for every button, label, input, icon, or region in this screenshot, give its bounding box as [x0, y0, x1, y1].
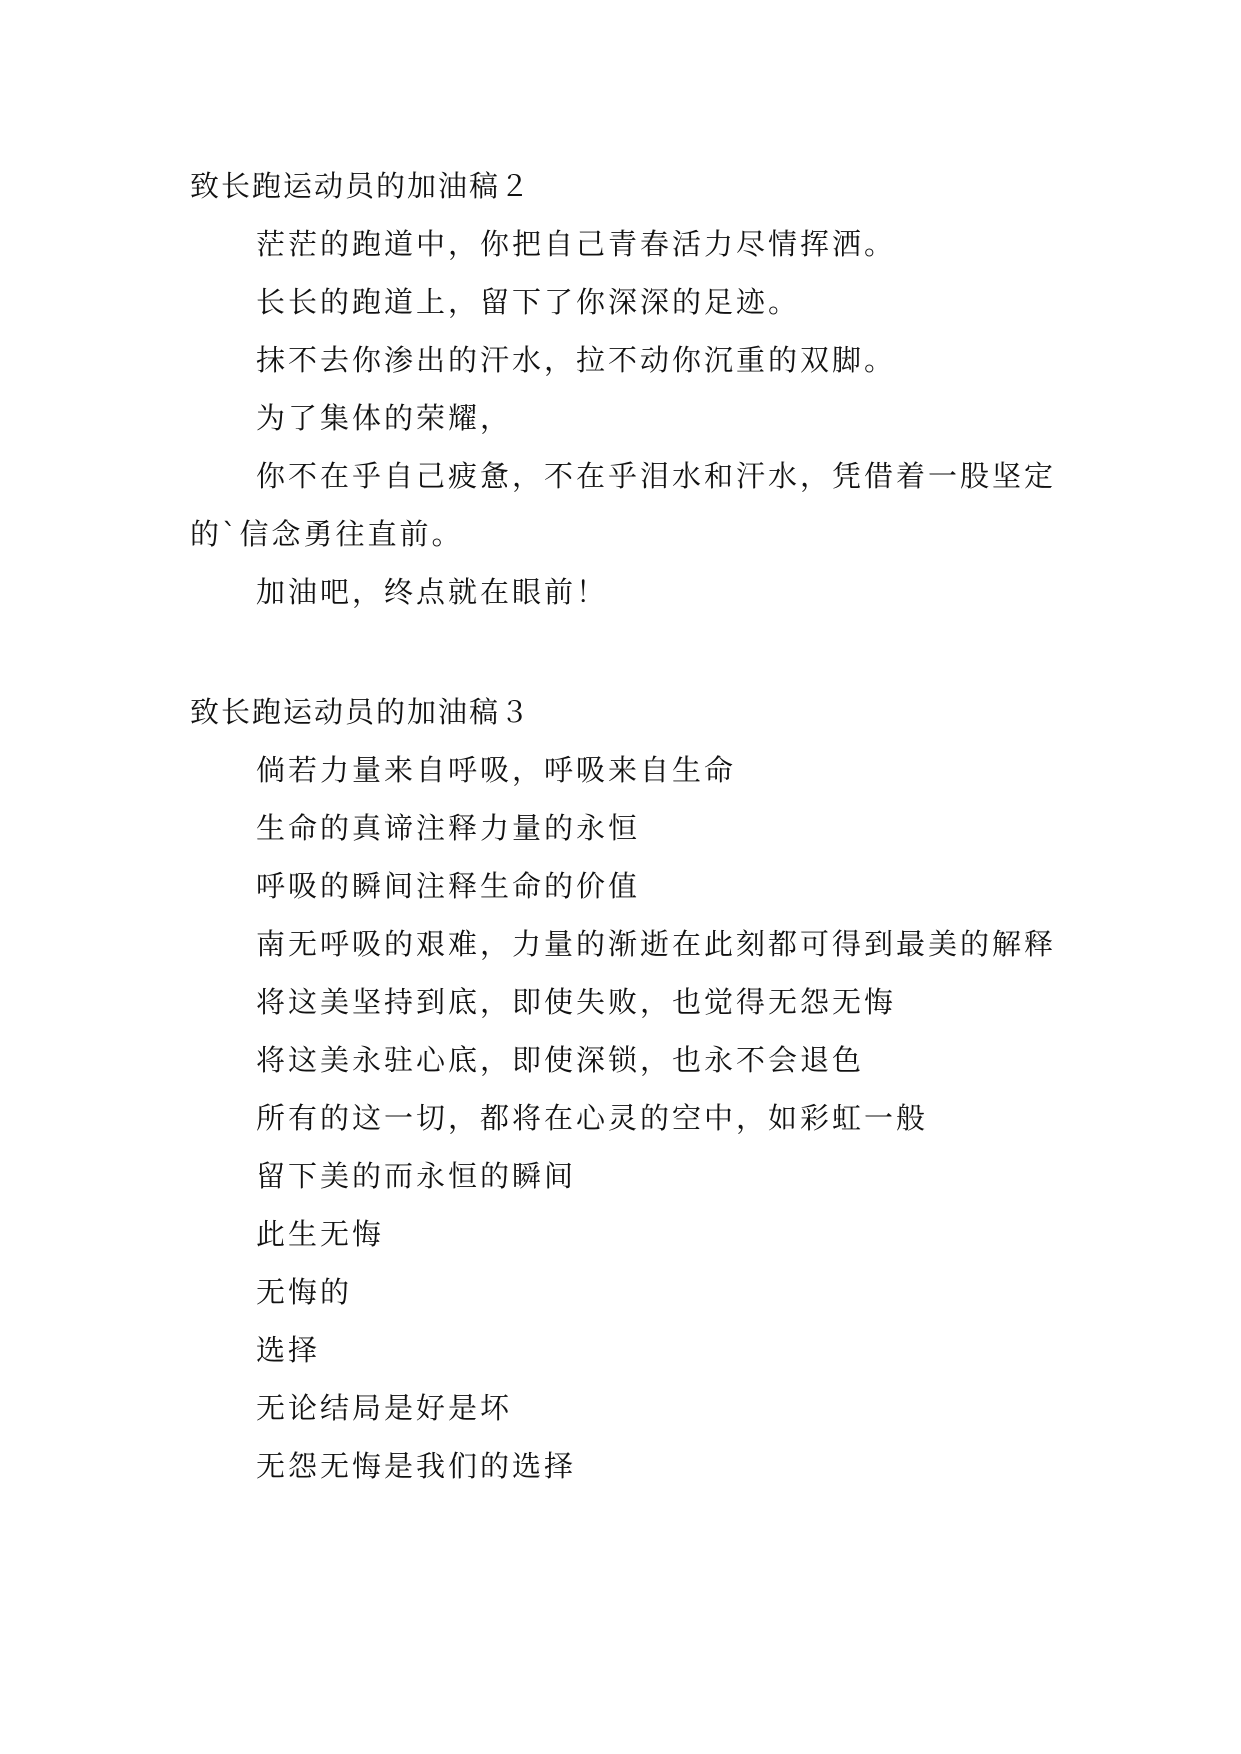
paragraph-line: 加油吧，终点就在眼前！	[256, 575, 609, 609]
paragraph-line: 无悔的	[256, 1275, 353, 1309]
paragraph-line: 留下美的而永恒的瞬间	[256, 1159, 577, 1193]
paragraph-line: 南无呼吸的艰难，力量的渐逝在此刻都可得到最美的解释	[256, 927, 1057, 961]
section-title: 致长跑运动员的加油稿３	[190, 695, 532, 729]
paragraph-line: 倘若力量来自呼吸，呼吸来自生命	[256, 753, 737, 787]
section-title: 致长跑运动员的加油稿２	[190, 169, 532, 203]
paragraph-line: 生命的真谛注释力量的永恒	[256, 811, 641, 845]
paragraph-line: 为了集体的荣耀，	[256, 401, 513, 435]
paragraph-line: 抹不去你渗出的汗水，拉不动你沉重的双脚。	[256, 343, 897, 377]
paragraph-line: 无论结局是好是坏	[256, 1391, 513, 1425]
paragraph-line: 无怨无悔是我们的选择	[256, 1449, 577, 1483]
paragraph-line: 此生无悔	[256, 1217, 385, 1251]
paragraph-line: 长长的跑道上，留下了你深深的足迹。	[256, 285, 801, 319]
paragraph-line: 呼吸的瞬间注释生命的价值	[256, 869, 641, 903]
paragraph-line: 将这美坚持到底，即使失败，也觉得无怨无悔	[256, 985, 897, 1019]
paragraph-line: 你不在乎自己疲惫，不在乎泪水和汗水，凭借着一股坚定的`信念勇往直前。	[190, 459, 1057, 551]
section-3	[190, 683, 1070, 1495]
paragraph-line: 茫茫的跑道中，你把自己青春活力尽情挥洒。	[256, 227, 897, 261]
paragraph-line: 所有的这一切，都将在心灵的空中，如彩虹一般	[256, 1101, 929, 1135]
paragraph-line: 选择	[256, 1333, 321, 1367]
section-2	[190, 157, 1070, 621]
paragraph-line: 将这美永驻心底，即使深锁，也永不会退色	[256, 1043, 865, 1077]
